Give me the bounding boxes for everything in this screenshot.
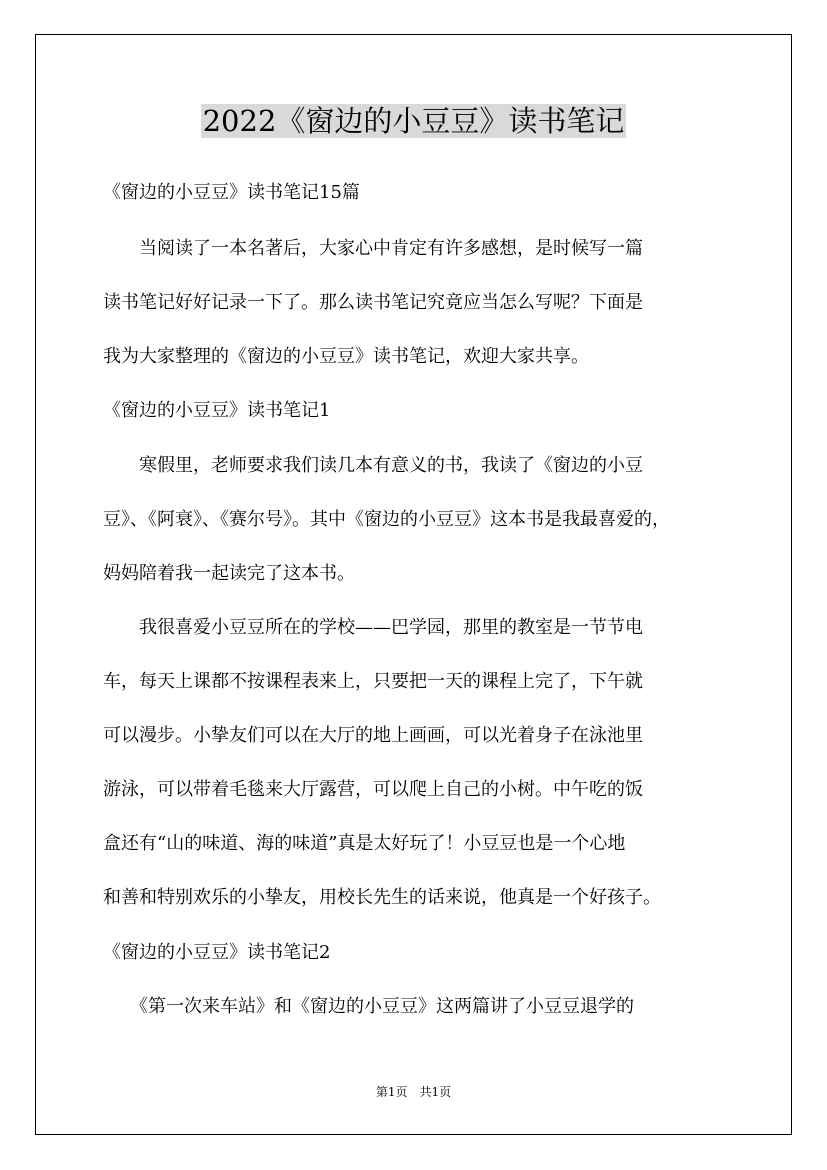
body-line: 我为大家整理的《窗边的小豆豆》读书笔记，欢迎大家共享。 xyxy=(103,346,589,367)
body-line: 当阅读了一本名著后，大家心中肯定有许多感想，是时候写一篇 xyxy=(103,238,643,259)
body-line: 盒还有“山的味道、海的味道”真是太好玩了！小豆豆也是一个心地 xyxy=(103,833,626,854)
section-heading-1: 《窗边的小豆豆》读书笔记1 xyxy=(103,400,331,421)
body-line: 车，每天上课都不按课程表来上，只要把一天的课程上完了，下午就 xyxy=(103,671,643,692)
body-line: 读书笔记好好记录一下了。那么读书笔记究竟应当怎么写呢？下面是 xyxy=(103,292,643,313)
subtitle-line: 《窗边的小豆豆》读书笔记15篇 xyxy=(103,182,360,203)
document-title xyxy=(0,98,827,144)
body-line: 我很喜爱小豆豆所在的学校——巴学园，那里的教室是一节节电 xyxy=(103,617,643,638)
body-line: 《第一次来车站》和《窗边的小豆豆》这两篇讲了小豆豆退学的 xyxy=(103,996,634,1017)
body-line: 和善和特别欢乐的小挚友，用校长先生的话来说，他真是一个好孩子。 xyxy=(103,887,661,908)
body-line: 可以漫步。小挚友们可以在大厅的地上画画，可以光着身子在泳池里 xyxy=(103,725,643,746)
document-title-text: 2022《窗边的小豆豆》读书笔记 xyxy=(202,104,625,138)
body-line: 寒假里，老师要求我们读几本有意义的书，我读了《窗边的小豆 xyxy=(103,455,643,476)
body-line: 游泳，可以带着毛毯来大厅露营，可以爬上自己的小树。中午吃的饭 xyxy=(103,779,643,800)
section-heading-2: 《窗边的小豆豆》读书笔记2 xyxy=(103,942,331,963)
body-line: 妈妈陪着我一起读完了这本书。 xyxy=(103,563,355,584)
page-footer: 第1页 共1页 xyxy=(375,1085,452,1099)
body-line: 豆》、《阿衰》、《赛尔号》。其中《窗边的小豆豆》这本书是我最喜爱的， xyxy=(103,509,670,530)
